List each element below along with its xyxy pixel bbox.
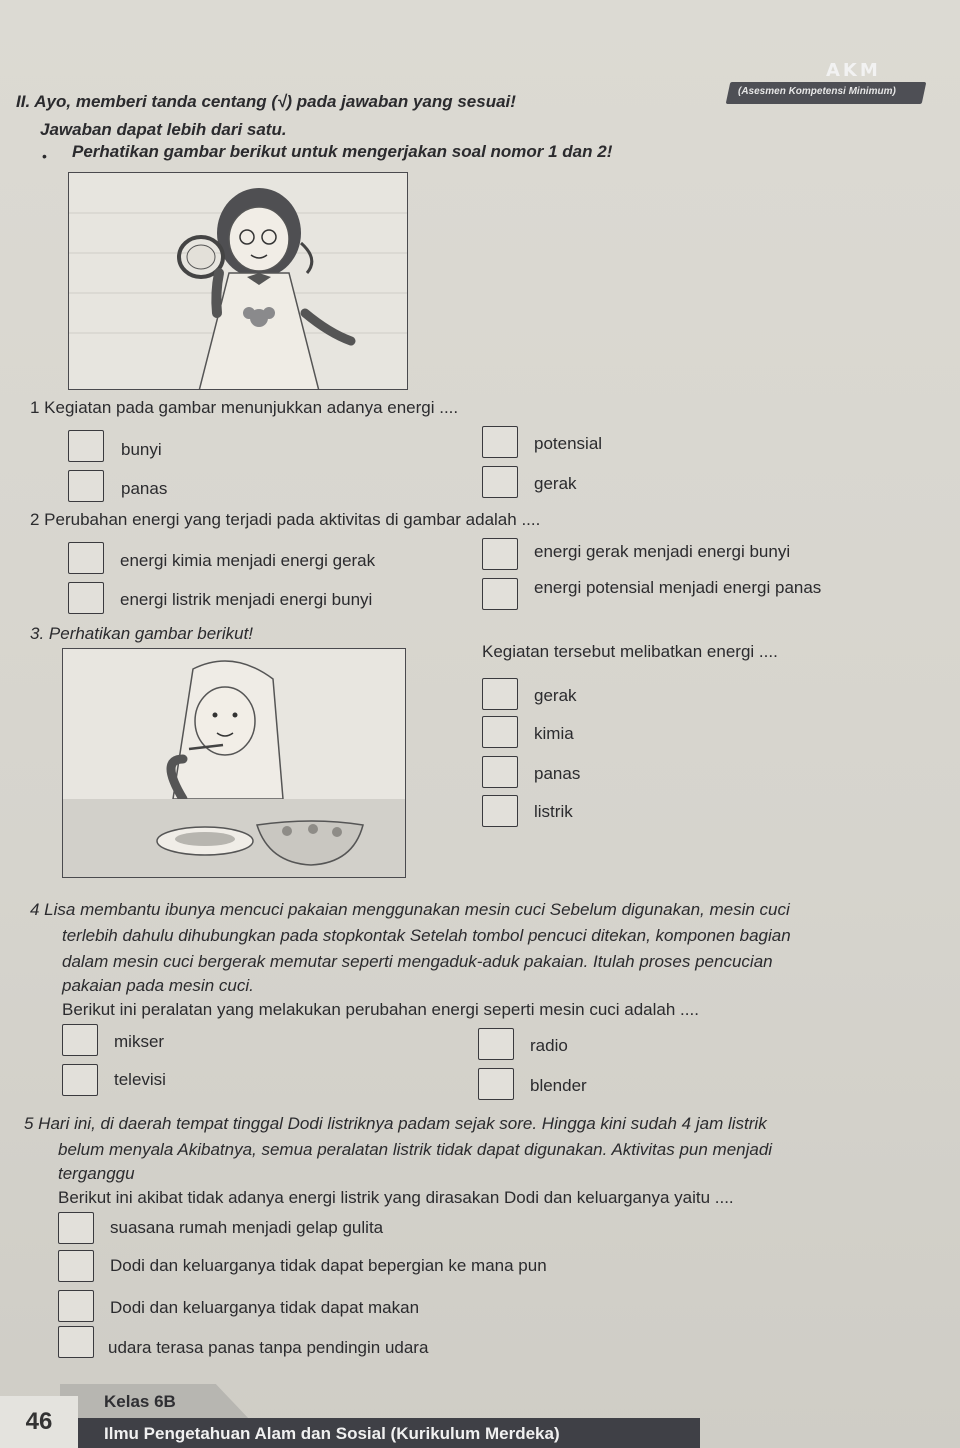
akm-badge-subtitle: (Asesmen Kompetensi Minimum) [738,86,896,97]
q2-option-label: energi kimia menjadi energi gerak [120,551,376,570]
q4-question: Berikut ini peralatan yang melakukan perubahan energi seperti mesin cuci adalah .... [62,1000,699,1019]
q3-checkbox-panas[interactable] [482,756,518,788]
q2-checkbox-1[interactable] [68,542,104,574]
eating-girl-icon [63,649,406,878]
akm-badge-title: AKM [826,60,881,81]
q5-checkbox-3[interactable] [58,1290,94,1322]
q4-checkbox-televisi[interactable] [62,1064,98,1096]
q3-checkbox-gerak[interactable] [482,678,518,710]
q4-option-label: radio [530,1036,568,1055]
q1-checkbox-bunyi[interactable] [68,430,104,462]
q1-option-label: potensial [534,434,603,453]
q3-checkbox-kimia[interactable] [482,716,518,748]
q1-option-label: gerak [534,474,577,493]
q4-line: pakaian pada mesin cuci. [62,976,254,995]
tambourine-girl-icon [69,173,408,390]
q1-checkbox-panas[interactable] [68,470,104,502]
q5-question: Berikut ini akibat tidak adanya energi listrik yang dirasakan Dodi dan keluarganya yaitu .... [58,1188,734,1207]
q5-checkbox-1[interactable] [58,1212,94,1244]
q2-option-label: energi gerak menjadi energi bunyi [534,542,791,561]
q1-option-label: bunyi [121,440,162,459]
q2-text: 2 Perubahan energi yang terjadi pada aktivitas di gambar adalah .... [30,510,541,529]
q4-checkbox-mikser[interactable] [62,1024,98,1056]
bullet-icon: • [42,148,47,164]
q4-line: dalam mesin cuci bergerak memutar seperti mengaduk-aduk pakaian. Itulah proses pencucian [62,952,773,971]
q5-option-label: Dodi dan keluarganya tidak dapat makan [110,1298,420,1317]
q2-option-label: energi listrik menjadi energi bunyi [120,590,373,609]
q5-option-label: suasana rumah menjadi gelap gulita [110,1218,384,1237]
q1-option-label: panas [121,479,168,498]
q5-checkbox-4[interactable] [58,1326,94,1358]
q1-checkbox-potensial[interactable] [482,426,518,458]
q2-checkbox-3[interactable] [482,538,518,570]
q5-checkbox-2[interactable] [58,1250,94,1282]
q3-checkbox-listrik[interactable] [482,795,518,827]
q3-prompt: Kegiatan tersebut melibatkan energi .... [482,642,778,661]
q1-checkbox-gerak[interactable] [482,466,518,498]
eating-girl-illustration [62,648,406,878]
section-instruction: Perhatikan gambar berikut untuk mengerjakan soal nomor 1 dan 2! [72,142,613,161]
q5-line: belum menyala Akibatnya, semua peralatan listrik tidak dapat digunakan. Aktivitas pun menjadi [58,1140,773,1159]
q3-option-label: kimia [534,724,574,743]
q4-line: terlebih dahulu dihubungkan pada stopkontak Setelah tombol pencuci ditekan, komponen bagian [62,926,791,945]
footer-class: Kelas 6B [104,1392,176,1411]
q5-option-label: udara terasa panas tanpa pendingin udara [108,1338,429,1357]
q2-checkbox-2[interactable] [68,582,104,614]
q3-option-label: listrik [534,802,573,821]
q4-checkbox-blender[interactable] [478,1068,514,1100]
section-note: Jawaban dapat lebih dari satu. [40,120,287,139]
q4-option-label: blender [530,1076,587,1095]
q3-option-label: gerak [534,686,577,705]
q3-option-label: panas [534,764,581,783]
q5-line: 5 Hari ini, di daerah tempat tinggal Dodi listriknya padam sejak sore. Hingga kini sudah 4 jam listrik [24,1114,767,1133]
footer-subject: Ilmu Pengetahuan Alam dan Sosial (Kurikulum Merdeka) [104,1424,560,1443]
q1-text: 1 Kegiatan pada gambar menunjukkan adanya energi .... [30,398,459,417]
q5-option-label: Dodi dan keluarganya tidak dapat bepergian ke mana pun [110,1256,547,1275]
q4-line: 4 Lisa membantu ibunya mencuci pakaian menggunakan mesin cuci Sebelum digunakan, mesin cuci [30,900,790,919]
q5-line: terganggu [58,1164,135,1183]
q4-option-label: mikser [114,1032,165,1051]
page-number: 46 [0,1396,78,1448]
q2-checkbox-4[interactable] [482,578,518,610]
q2-option-label: energi potensial menjadi energi panas [534,578,822,597]
tambourine-girl-illustration [68,172,408,390]
q4-checkbox-radio[interactable] [478,1028,514,1060]
q3-text: 3. Perhatikan gambar berikut! [30,624,254,643]
section-heading: II. Ayo, memberi tanda centang (√) pada jawaban yang sesuai! [16,92,516,111]
q4-option-label: televisi [114,1070,166,1089]
